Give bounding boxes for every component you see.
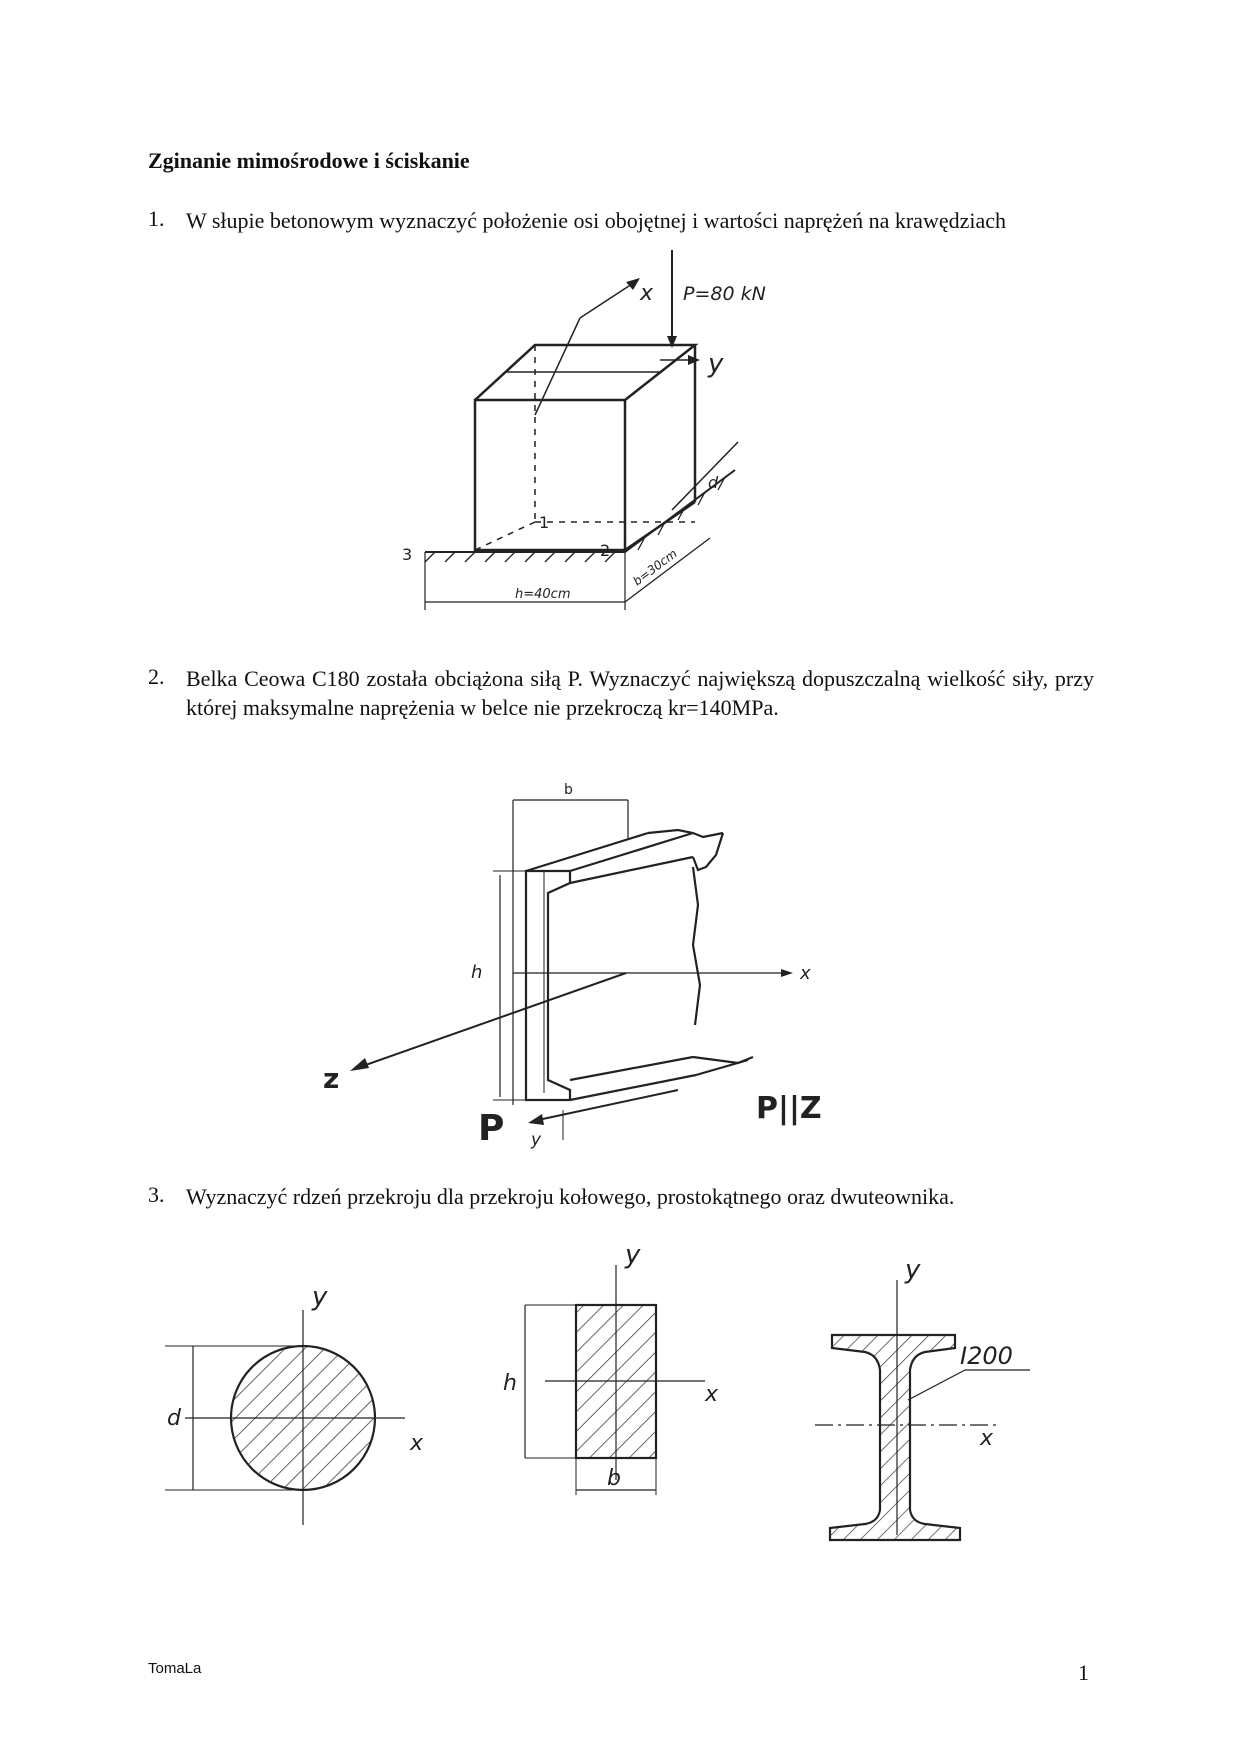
fig3-circle-dim-d: d: [167, 1406, 181, 1431]
fig2-axis-x: x: [800, 963, 811, 984]
fig3-ibeam-section-label: I200: [960, 1342, 1013, 1370]
problem-3-text: Wyznaczyć rdzeń przekroju dla przekroju kołowego, prostokątnego oraz dwuteownika.: [186, 1184, 955, 1209]
fig3-rect-dim-b: b: [607, 1466, 621, 1491]
fig1-dim-b: b=30cm: [630, 546, 680, 589]
fig1-axis-y: y: [708, 349, 724, 379]
fig1-point-1: 1: [539, 513, 550, 532]
fig1-axis-x: x: [640, 281, 654, 306]
fig2-dim-h: h: [471, 962, 483, 983]
fig2-axis-y: y: [531, 1130, 542, 1150]
problem-3-number: 3.: [148, 1182, 165, 1207]
figure-concrete-column: [402, 270, 770, 630]
fig3-ibeam-axis-y: y: [905, 1255, 921, 1285]
figure-rectangular-section: [485, 1240, 725, 1515]
fig3-rect-axis-x: x: [705, 1382, 719, 1407]
page-title: Zginanie mimośrodowe i ściskanie: [148, 148, 470, 173]
problem-2-text: Belka Ceowa C180 została obciążona siłą P. Wyznaczyć największą dopuszczalną wielkość siły, przy której maksymalne naprężenia w belce nie przekroczą kr=140MPa.: [186, 666, 1094, 720]
fig1-dim-h: h=40cm: [515, 587, 571, 602]
fig2-dim-b: b: [564, 782, 573, 798]
fig2-load-p: P: [478, 1108, 505, 1149]
figure-circular-section: [155, 1280, 445, 1530]
fig1-point-d: d: [708, 473, 719, 492]
problem-1-number: 1.: [148, 206, 165, 231]
figure-channel-beam: [323, 775, 828, 1155]
fig2-load-relation: P||Z: [756, 1091, 822, 1126]
fig2-axis-z: z: [323, 1062, 340, 1095]
footer-author: TomaLa: [148, 1660, 202, 1677]
fig1-point-3: 3: [402, 545, 413, 564]
fig3-rect-axis-y: y: [625, 1240, 641, 1270]
fig3-circle-axis-x: x: [410, 1431, 424, 1456]
fig1-load-label: P=80 kN: [683, 283, 766, 305]
problem-2-number: 2.: [148, 664, 165, 689]
fig3-circle-axis-y: y: [312, 1282, 328, 1312]
fig1-point-2: 2: [600, 541, 611, 560]
problem-1-text: W słupie betonowym wyznaczyć położenie osi obojętnej i wartości naprężeń na krawędziach: [186, 208, 1007, 233]
figure-ibeam-section: [800, 1255, 1060, 1540]
fig3-rect-dim-h: h: [503, 1371, 517, 1396]
footer-page-number: 1: [1078, 1660, 1089, 1685]
fig3-ibeam-axis-x: x: [980, 1426, 994, 1451]
